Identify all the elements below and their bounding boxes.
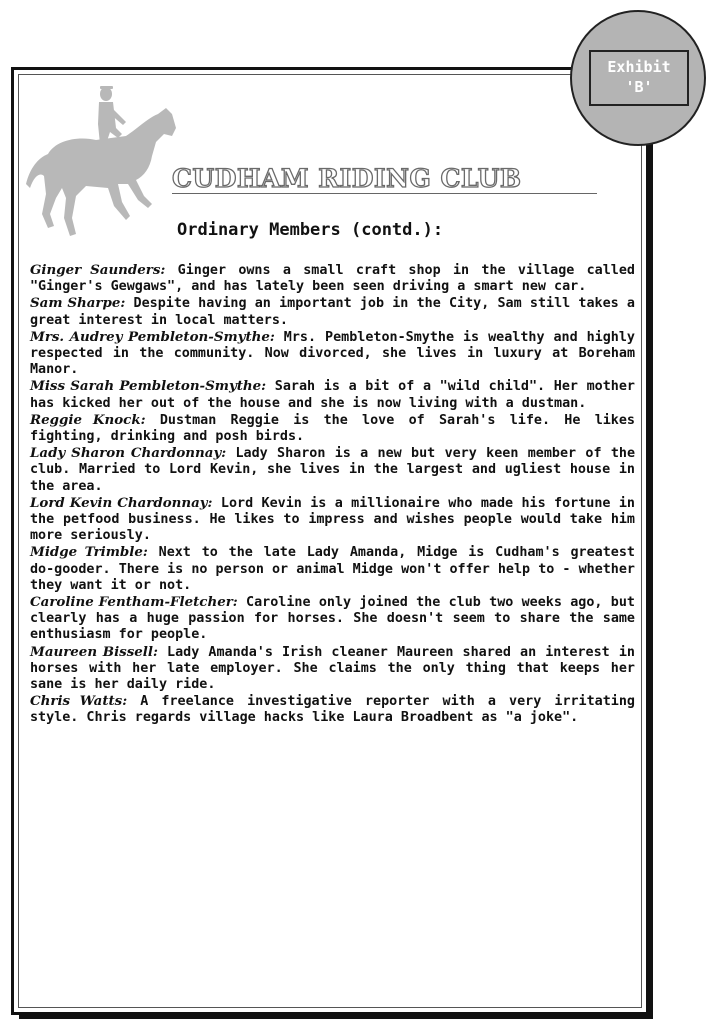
page-border-shadow-right [649, 75, 653, 1019]
exhibit-label-line1: Exhibit [607, 58, 671, 76]
member-entry [30, 329, 635, 379]
member-name: Midge Trimble: [30, 544, 148, 561]
member-description: Dustman Reggie is the love of Sarah's life. He likes fighting, drinking and posh birds. [30, 412, 635, 445]
members-list [30, 262, 635, 727]
member-name: Reggie Knock: [30, 411, 146, 428]
club-title: CUDHAM RIDING CLUB [172, 164, 522, 193]
page-border-shadow-bottom [19, 1015, 653, 1019]
exhibit-label-line2: 'B' [625, 78, 653, 96]
member-description: Ginger owns a small craft shop in the village called "Ginger's Gewgaws", and has lately been seen driving a smart new car. [30, 263, 635, 295]
member-description: Despite having an important job in the City, Sam still takes a great interest in local matters. [30, 296, 635, 328]
member-entry [30, 693, 635, 726]
section-heading: Ordinary Members (contd.): [177, 220, 444, 240]
member-name: Sam Sharpe: [30, 295, 126, 312]
title-underline [172, 193, 597, 194]
member-description: Lord Kevin is a millionaire who made his fortune in the petfood business. He likes to impress and wishes people would take him more seriously. [30, 495, 635, 544]
member-name: Maureen Bissell: [30, 643, 158, 660]
member-entry [30, 594, 635, 644]
member-description: Lady Sharon is a new but very keen member of the club. Married to Lord Kevin, she lives in the largest and ugliest house in the area. [30, 446, 636, 494]
member-entry [30, 412, 635, 445]
member-entry [30, 378, 635, 411]
member-description: Sarah is a bit of a "wild child". Her mother has kicked her out of the house and she is now living with a dustman. [30, 379, 635, 411]
member-description: A freelance investigative reporter with a very irritating style. Chris regards village hacks like Laura Broadbent as "a joke". [30, 694, 635, 726]
member-name: Lord Kevin Chardonnay: [30, 494, 213, 511]
member-description: Next to the late Lady Amanda, Midge is Cudham's greatest do-gooder. There is no person or animal Midge won't offer help to - whether they want it or not. [30, 545, 635, 593]
exhibit-label [589, 50, 689, 106]
member-entry [30, 262, 635, 295]
member-name: Lady Sharon Chardonnay: [30, 445, 227, 462]
member-name: Chris Watts: [30, 693, 128, 710]
member-name: Ginger Saunders: [30, 262, 166, 278]
horse-rider-icon [26, 84, 188, 244]
member-name: Caroline Fentham-Fletcher: [30, 594, 238, 611]
member-name: Miss Sarah Pembleton-Smythe: [30, 378, 267, 395]
member-entry [30, 445, 635, 495]
member-entry [30, 644, 635, 694]
member-name: Mrs. Audrey Pembleton-Smythe: [30, 328, 275, 345]
member-entry [30, 544, 635, 594]
member-entry [30, 495, 635, 545]
member-description: Lady Amanda's Irish cleaner Maureen shared an interest in horses with her late employer. She claims the only thing that keeps her sane is her daily ride. [30, 644, 635, 693]
member-description: Mrs. Pembleton-Smythe is wealthy and highly respected in the community. Now divorced, she lives in luxury at Boreham Manor. [30, 329, 635, 378]
member-entry [30, 295, 635, 328]
member-description: Caroline only joined the club two weeks ago, but clearly has a huge passion for horses. She doesn't seem to share the same enthusiasm for people. [30, 595, 635, 643]
